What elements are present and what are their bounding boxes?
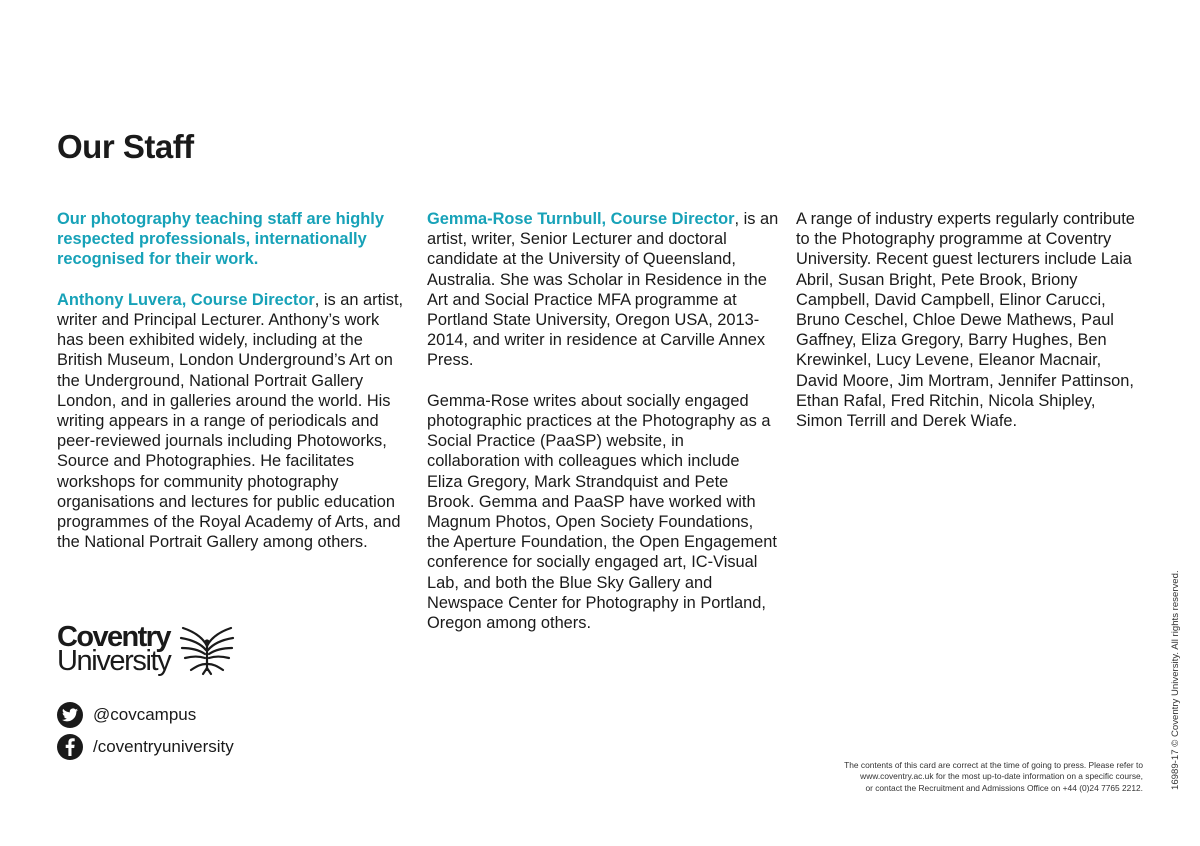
intro-lead: Our photography teaching staff are highly respected professionals, internationally recognised for their work. (57, 210, 384, 269)
disclaimer-line: The contents of this card are correct at the time of going to press. Please refer to (844, 760, 1143, 770)
disclaimer (783, 760, 1143, 794)
coventry-university-logo (57, 621, 247, 677)
disclaimer-line: www.coventry.ac.uk for the most up-to-date information on a specific course, (860, 771, 1143, 782)
twitter-icon (57, 702, 83, 728)
gemma-paragraph: Gemma-Rose writes about socially engaged photographic practices at the Photography as a Social Practice (PaaSP) website, in collaboration with colleagues which include Eliza Gregory, Mark Strandquist and Pete Brook. Gemma and PaaSP have worked with Magnum Photos, Open Society Foundations, the Aperture Foundation, the Open Engagement conference for socially engaged art, IC-Visual Lab, and both the Blue Sky Gallery and Newspace Center for Photography in Portland, Oregon among others. (427, 391, 777, 633)
page-title: Our Staff (57, 128, 194, 165)
column-intro (57, 209, 407, 573)
facebook-link[interactable] (57, 733, 234, 761)
twitter-link[interactable] (57, 701, 196, 729)
bio-text: , is an artist, writer, Senior Lecturer and doctoral candidate at the University of Queensland, Australia. She was Scholar in Residence in the Art and Social Practice MFA programme at Portland State University, Oregon USA, 2013-2014, and writer in residence at Carville Annex Press. (427, 210, 779, 370)
guest-lecturers-paragraph: A range of industry experts regularly contribute to the Photography programme at Coventry University. Recent guest lecturers include Laia Abril, Susan Bright, Pete Brook, Briony Campbell, David Campbell, Elinor Carucci, Bruno Ceschel, Chloe Dewe Mathews, Paul Gaffney, Eliza Gregory, Barry Hughes, Ben Krewinkel, Lucy Levene, Eleanor Macnair, David Moore, Jim Mortram, Jennifer Pattinson, Ethan Rafal, Fred Ritchin, Nicola Shipley, Simon Terrill and Derek Wiafe. (796, 210, 1135, 431)
bio-text: , is an artist, writer and Principal Lecturer. Anthony’s work has been exhibited widely, including at the British Museum, London Underground’s Art on the Underground, National Portrait Gallery London, and in galleries around the world. His writing appears in a range of periodicals and peer-reviewed journals including Photoworks, Source and Photographies. He facilitates workshops for community photography organisations and lectures for public education programmes of the Royal Academy of Arts, and the National Portrait Gallery among others. (57, 290, 404, 552)
logo-line1: Coventry (57, 621, 170, 653)
bio-name: Anthony Luvera, Course Director (57, 290, 315, 309)
phoenix-icon (177, 624, 237, 676)
bio-name: Gemma-Rose Turnbull, Course Director (427, 210, 735, 228)
column-gemma (427, 209, 779, 653)
column-guest-lecturers (796, 209, 1146, 451)
disclaimer-line: or contact the Recruitment and Admissions Office on +44 (0)24 7765 2212. (865, 782, 1143, 793)
logo-line2: University (57, 645, 171, 677)
bio-gemma-rose-turnbull (427, 209, 779, 371)
facebook-handle: /coventryuniversity (93, 737, 234, 756)
bio-anthony-luvera (57, 290, 407, 553)
facebook-icon (57, 734, 83, 760)
copyright-notice: 16989-17 © Coventry University. All rights reserved. (1170, 570, 1181, 790)
twitter-handle: @covcampus (93, 705, 197, 724)
